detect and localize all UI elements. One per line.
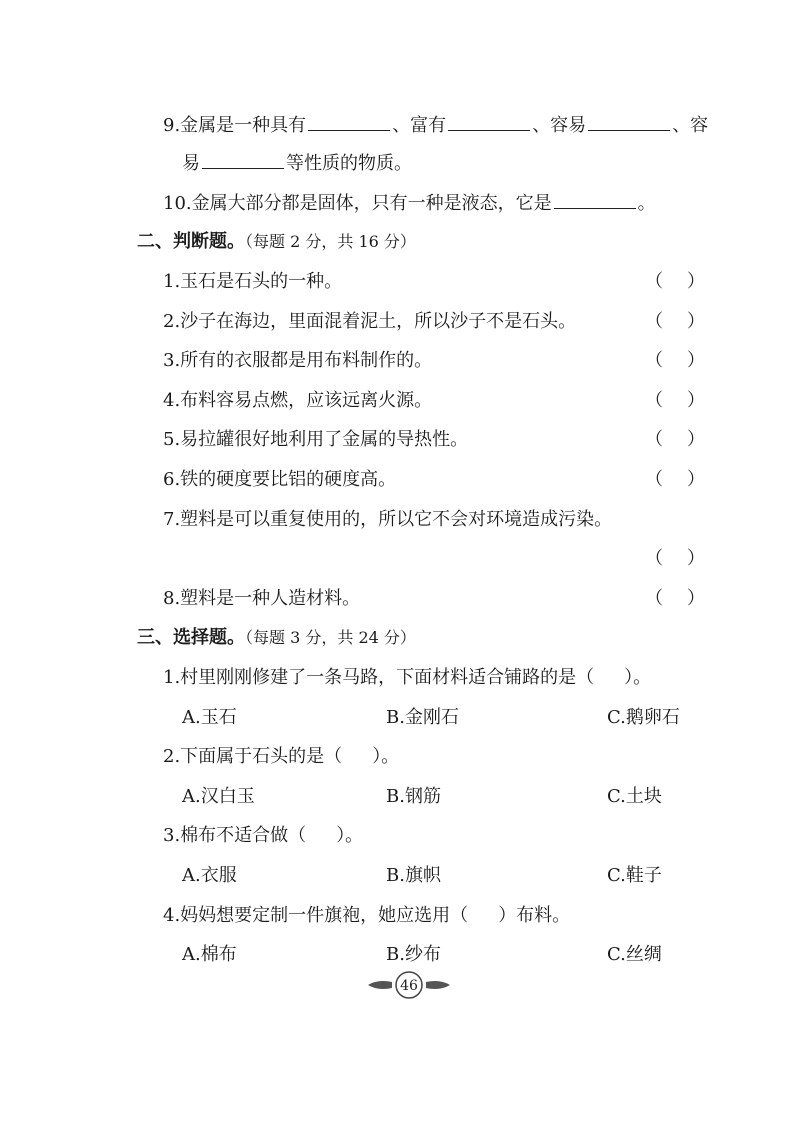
choice-3-option-c[interactable]: C.鞋子 bbox=[607, 865, 662, 886]
choice-1-option-b[interactable]: B.金刚石 bbox=[386, 707, 459, 728]
judge-answer-7[interactable] bbox=[645, 546, 705, 572]
paren-open: （ bbox=[645, 429, 663, 450]
judge-answer-2[interactable] bbox=[645, 309, 705, 335]
judge-item-7: 7.塑料是可以重复使用的，所以它不会对环境造成污染。 bbox=[163, 509, 613, 530]
choice-question-4 bbox=[163, 903, 570, 929]
paren-open: （ bbox=[645, 588, 663, 609]
page-number: 46 bbox=[400, 978, 418, 994]
paren-open: （ bbox=[645, 350, 663, 371]
q9-text-b: 、富有 bbox=[392, 115, 447, 136]
q9-text-a: 9.金属是一种具有 bbox=[163, 115, 307, 136]
paren-close: ） bbox=[687, 350, 705, 371]
judge-answer-4[interactable] bbox=[645, 388, 705, 414]
q9-text-d: 、容 bbox=[672, 115, 709, 136]
judge-item-3: 3.所有的衣服都是用布料制作的。 bbox=[163, 350, 433, 371]
choice-2-option-a[interactable]: A.汉白玉 bbox=[182, 786, 255, 807]
q9-blank-3[interactable] bbox=[588, 112, 670, 131]
q9-text-c: 、容易 bbox=[532, 115, 587, 136]
paren-open: （ bbox=[645, 271, 663, 292]
paren-open: （ bbox=[645, 390, 663, 411]
choice-4-option-a[interactable]: A.棉布 bbox=[182, 944, 237, 965]
paren-close: ） bbox=[687, 311, 705, 332]
choice-question-2 bbox=[163, 744, 399, 770]
q10-blank[interactable] bbox=[554, 190, 636, 209]
paren-close: ） bbox=[687, 588, 705, 609]
choice-stem: 4.妈妈想要定制一件旗袍，她应选用（ bbox=[163, 905, 469, 926]
judge-item-8: 8.塑料是一种人造材料。 bbox=[163, 588, 361, 609]
judge-note: （每题 2 分，共 16 分） bbox=[245, 232, 416, 251]
choice-stem-end: ）布料。 bbox=[498, 905, 571, 926]
judge-title: 二、判断题。 bbox=[137, 231, 245, 252]
paren-close: ） bbox=[687, 390, 705, 411]
choice-question-1 bbox=[163, 665, 651, 691]
page-number-badge bbox=[366, 970, 452, 1000]
judge-section-title bbox=[137, 229, 416, 255]
choice-4-option-b[interactable]: B.纱布 bbox=[386, 944, 441, 965]
paren-open: （ bbox=[645, 548, 663, 569]
choice-stem: 1.村里刚刚修建了一条马路，下面材料适合铺路的是（ bbox=[163, 667, 595, 688]
q9-text-f: 等性质的物质。 bbox=[286, 153, 412, 174]
choice-stem-end: ）。 bbox=[372, 746, 400, 767]
q9-blank-2[interactable] bbox=[448, 112, 530, 131]
judge-item-4: 4.布料容易点燃，应该远离火源。 bbox=[163, 390, 433, 411]
q9-blank-1[interactable] bbox=[308, 112, 390, 131]
judge-answer-1[interactable] bbox=[645, 269, 705, 295]
choice-stem: 2.下面属于石头的是（ bbox=[163, 746, 343, 767]
page-number-ornament-icon bbox=[366, 970, 452, 1000]
choice-3-option-b[interactable]: B.旗帜 bbox=[386, 865, 441, 886]
choice-2-option-b[interactable]: B.钢筋 bbox=[386, 786, 441, 807]
judge-item-2: 2.沙子在海边，里面混着泥土，所以沙子不是石头。 bbox=[163, 311, 577, 332]
q9-blank-4[interactable] bbox=[202, 150, 284, 169]
paren-close: ） bbox=[687, 429, 705, 450]
choice-3-option-a[interactable]: A.衣服 bbox=[182, 865, 237, 886]
judge-item-6: 6.铁的硬度要比铝的硬度高。 bbox=[163, 469, 397, 490]
q10-line bbox=[163, 190, 656, 217]
q9-line2 bbox=[182, 150, 412, 177]
judge-answer-8[interactable] bbox=[645, 586, 705, 612]
q9-line1 bbox=[163, 112, 708, 139]
paren-close: ） bbox=[687, 271, 705, 292]
judge-item-5: 5.易拉罐很好地利用了金属的导热性。 bbox=[163, 429, 469, 450]
choice-stem: 3.棉布不适合做（ bbox=[163, 825, 307, 846]
paren-open: （ bbox=[645, 311, 663, 332]
choice-title: 三、选择题。 bbox=[137, 627, 245, 648]
judge-answer-5[interactable] bbox=[645, 427, 705, 453]
choice-4-option-c[interactable]: C.丝绸 bbox=[607, 944, 662, 965]
judge-answer-6[interactable] bbox=[645, 467, 705, 493]
q10-text-a: 10.金属大部分都是固体，只有一种是液态，它是 bbox=[163, 193, 552, 214]
paren-close: ） bbox=[687, 469, 705, 490]
judge-item-1: 1.玉石是石头的一种。 bbox=[163, 271, 343, 292]
choice-question-3 bbox=[163, 823, 363, 849]
choice-1-option-a[interactable]: A.玉石 bbox=[182, 707, 237, 728]
choice-note: （每题 3 分，共 24 分） bbox=[245, 628, 416, 647]
choice-stem-end: ）。 bbox=[336, 825, 364, 846]
choice-2-option-c[interactable]: C.土块 bbox=[607, 786, 662, 807]
judge-answer-3[interactable] bbox=[645, 348, 705, 374]
choice-stem-end: ）。 bbox=[624, 667, 652, 688]
choice-1-option-c[interactable]: C.鹅卵石 bbox=[607, 707, 680, 728]
paren-open: （ bbox=[645, 469, 663, 490]
q10-text-b: 。 bbox=[637, 193, 656, 214]
choice-section-title bbox=[137, 625, 416, 651]
paren-close: ） bbox=[687, 548, 705, 569]
q9-text-e: 易 bbox=[182, 153, 200, 174]
